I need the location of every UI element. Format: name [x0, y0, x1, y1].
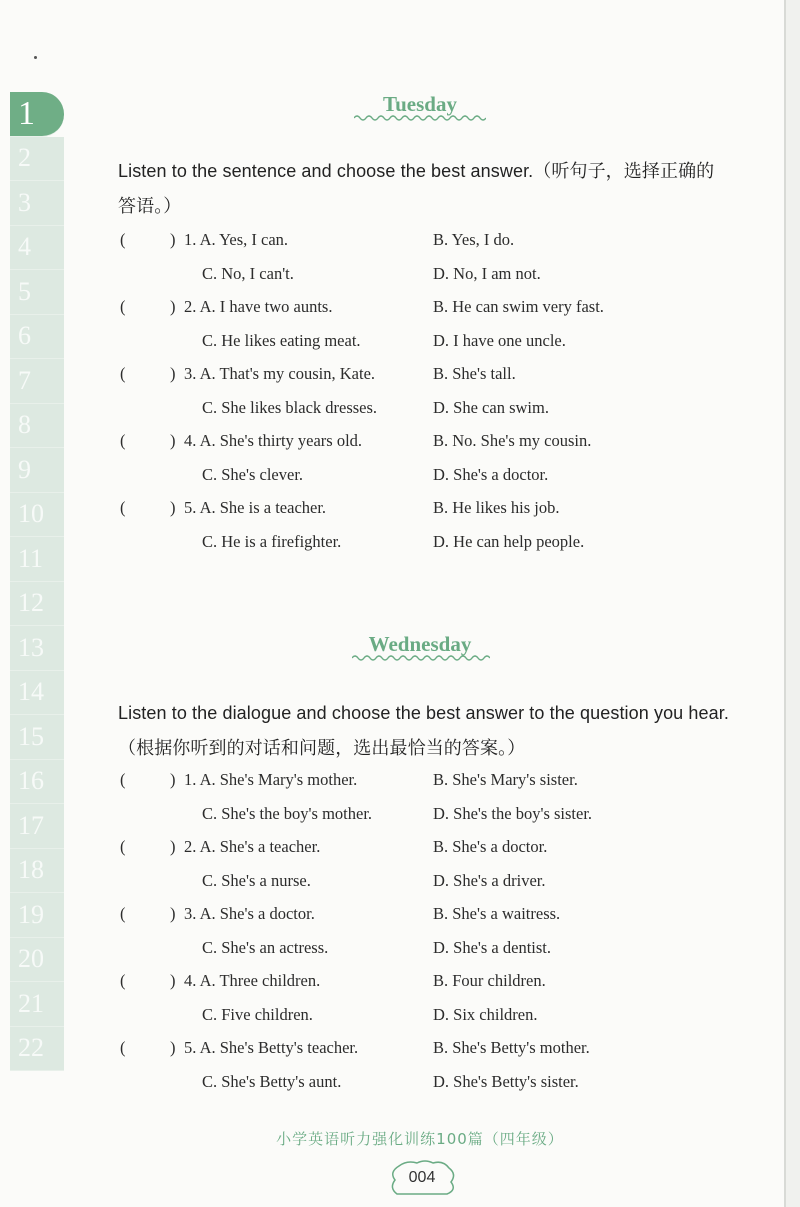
- question-number: 4.: [184, 431, 197, 450]
- question-number: 3.: [184, 364, 197, 383]
- answer-paren-right: ): [170, 837, 176, 856]
- side-tab-14: 14: [10, 671, 64, 716]
- option-c: C. He likes eating meat.: [202, 330, 361, 350]
- option-a: [184, 230, 288, 250]
- option-a-text: A. She's a teacher.: [199, 837, 321, 856]
- option-b: B. She's a doctor.: [433, 837, 548, 856]
- side-tab-21: 21: [10, 982, 64, 1027]
- option-a-text: A. She's a doctor.: [199, 904, 315, 923]
- question-number: 5.: [184, 498, 197, 517]
- option-c: C. She's Betty's aunt.: [202, 1071, 342, 1091]
- answer-paren-right: ): [170, 230, 176, 249]
- tuesday-instruction: Listen to the sentence and choose the best answer.（听句子，选择正确的答语。）: [118, 161, 715, 216]
- side-tab-10: 10: [10, 493, 64, 538]
- answer-paren-right: ): [170, 904, 176, 923]
- answer-paren-left: (: [120, 904, 126, 923]
- question-row-continued: [0, 532, 800, 556]
- answer-paren-right: ): [170, 431, 176, 450]
- question-row-continued: [0, 331, 800, 355]
- answer-paren-left: (: [120, 837, 126, 856]
- option-a-text: A. She's Mary's mother.: [199, 770, 358, 789]
- question-number: 5.: [184, 1038, 197, 1057]
- option-d: D. He can help people.: [433, 531, 585, 551]
- question-row: [0, 837, 800, 861]
- question-number: 2.: [184, 837, 197, 856]
- option-a: [184, 1038, 358, 1058]
- side-tab-9: 9: [10, 448, 64, 493]
- side-tab-16: 16: [10, 760, 64, 805]
- option-c: C. She likes black dresses.: [202, 397, 378, 417]
- side-tab-17: 17: [10, 804, 64, 849]
- option-d: D. She can swim.: [433, 397, 549, 417]
- answer-paren-right: ): [170, 770, 176, 789]
- option-a: [184, 364, 375, 384]
- question-row: [0, 1038, 800, 1062]
- option-d: D. She's a doctor.: [433, 464, 549, 484]
- option-d: D. I have one uncle.: [433, 330, 566, 350]
- option-d: D. No, I am not.: [433, 263, 541, 283]
- option-a-text: A. She's Betty's teacher.: [199, 1038, 359, 1057]
- answer-paren-left: (: [120, 364, 126, 383]
- question-number: 2.: [184, 297, 197, 316]
- page-number-badge: [387, 1160, 457, 1196]
- answer-paren-left: (: [120, 230, 126, 249]
- question-row: [0, 431, 800, 455]
- tuesday-title: Tuesday: [383, 92, 457, 116]
- question-row-continued: [0, 938, 800, 962]
- question-row-continued: [0, 1072, 800, 1096]
- option-c: C. She's a nurse.: [202, 870, 311, 890]
- tuesday-title-underline: [354, 114, 486, 122]
- option-a-text: A. Three children.: [199, 971, 321, 990]
- option-a: [184, 431, 362, 451]
- side-tab-5: 5: [10, 270, 64, 315]
- option-b: B. He likes his job.: [433, 498, 560, 517]
- question-row-continued: [0, 871, 800, 895]
- question-number: 1.: [184, 230, 197, 249]
- page-number: 004: [408, 1169, 436, 1186]
- option-c: C. She's an actress.: [202, 937, 329, 957]
- option-d: D. She's a driver.: [433, 870, 546, 890]
- option-a-text: A. I have two aunts.: [199, 297, 333, 316]
- wednesday-title: Wednesday: [368, 632, 472, 656]
- side-tab-2: 2: [10, 137, 64, 182]
- question-row: [0, 498, 800, 522]
- question-row-continued: [0, 804, 800, 828]
- side-tab-12: 12: [10, 582, 64, 627]
- side-tab-4: 4: [10, 226, 64, 271]
- option-a-text: A. Yes, I can.: [199, 230, 289, 249]
- question-row-continued: [0, 1005, 800, 1029]
- question-row: [0, 364, 800, 388]
- question-row-continued: [0, 264, 800, 288]
- option-c: C. He is a firefighter.: [202, 531, 342, 551]
- option-b: B. Yes, I do.: [433, 230, 515, 249]
- side-tab-7: 7: [10, 359, 64, 404]
- option-c: C. Five children.: [202, 1004, 313, 1024]
- answer-paren-left: (: [120, 770, 126, 789]
- question-number: 1.: [184, 770, 197, 789]
- question-number: 3.: [184, 904, 197, 923]
- option-a: [184, 837, 320, 857]
- stray-dot: [34, 56, 37, 59]
- side-tab-3: 3: [10, 181, 64, 226]
- question-row: [0, 297, 800, 321]
- option-a: [184, 971, 320, 991]
- answer-paren-right: ): [170, 364, 176, 383]
- option-a-text: A. She's thirty years old.: [199, 431, 363, 450]
- answer-paren-left: (: [120, 431, 126, 450]
- answer-paren-right: ): [170, 498, 176, 517]
- question-row: [0, 971, 800, 995]
- side-tab-15: 15: [10, 715, 64, 760]
- option-b: B. She's Mary's sister.: [433, 770, 578, 789]
- option-d: D. She's Betty's sister.: [433, 1071, 579, 1091]
- option-a: [184, 297, 332, 317]
- question-row-continued: [0, 398, 800, 422]
- answer-paren-left: (: [120, 971, 126, 990]
- option-a: [184, 498, 326, 518]
- answer-paren-right: ): [170, 297, 176, 316]
- side-tab-1: 1: [10, 92, 64, 137]
- side-tab-8: 8: [10, 404, 64, 449]
- option-b: B. She's a waitress.: [433, 904, 561, 923]
- wednesday-title-underline: [352, 654, 490, 662]
- side-tab-13: 13: [10, 626, 64, 671]
- side-tab-20: 20: [10, 938, 64, 983]
- option-a: [184, 770, 357, 790]
- question-row: [0, 230, 800, 254]
- answer-paren-right: ): [170, 971, 176, 990]
- option-b: B. He can swim very fast.: [433, 297, 604, 316]
- option-c: C. No, I can't.: [202, 263, 294, 283]
- question-row-continued: [0, 465, 800, 489]
- option-a-text: A. She is a teacher.: [199, 498, 327, 517]
- option-a: [184, 904, 315, 924]
- option-b: B. She's Betty's mother.: [433, 1038, 590, 1057]
- option-b: B. Four children.: [433, 971, 546, 990]
- wednesday-instruction: Listen to the dialogue and choose the best answer to the question you hear.（根据你听到的对话和问题，选出最恰当的答案。）: [118, 703, 729, 758]
- side-tab-18: 18: [10, 849, 64, 894]
- answer-paren-left: (: [120, 498, 126, 517]
- option-d: D. She's a dentist.: [433, 937, 552, 957]
- answer-paren-right: ): [170, 1038, 176, 1057]
- answer-paren-left: (: [120, 1038, 126, 1057]
- question-row: [0, 770, 800, 794]
- option-b: B. No. She's my cousin.: [433, 431, 592, 450]
- question-row: [0, 904, 800, 928]
- book-title-footer: 小学英语听力强化训练100篇（四年级）: [276, 1130, 564, 1148]
- option-a-text: A. That's my cousin, Kate.: [199, 364, 376, 383]
- option-b: B. She's tall.: [433, 364, 516, 383]
- option-c: C. She's clever.: [202, 464, 304, 484]
- question-number: 4.: [184, 971, 197, 990]
- option-d: D. Six children.: [433, 1004, 538, 1024]
- option-d: D. She's the boy's sister.: [433, 803, 593, 823]
- side-tab-11: 11: [10, 537, 64, 582]
- side-tab-6: 6: [10, 315, 64, 360]
- answer-paren-left: (: [120, 297, 126, 316]
- side-tab-19: 19: [10, 893, 64, 938]
- option-c: C. She's the boy's mother.: [202, 803, 373, 823]
- side-tab-22: 22: [10, 1027, 64, 1072]
